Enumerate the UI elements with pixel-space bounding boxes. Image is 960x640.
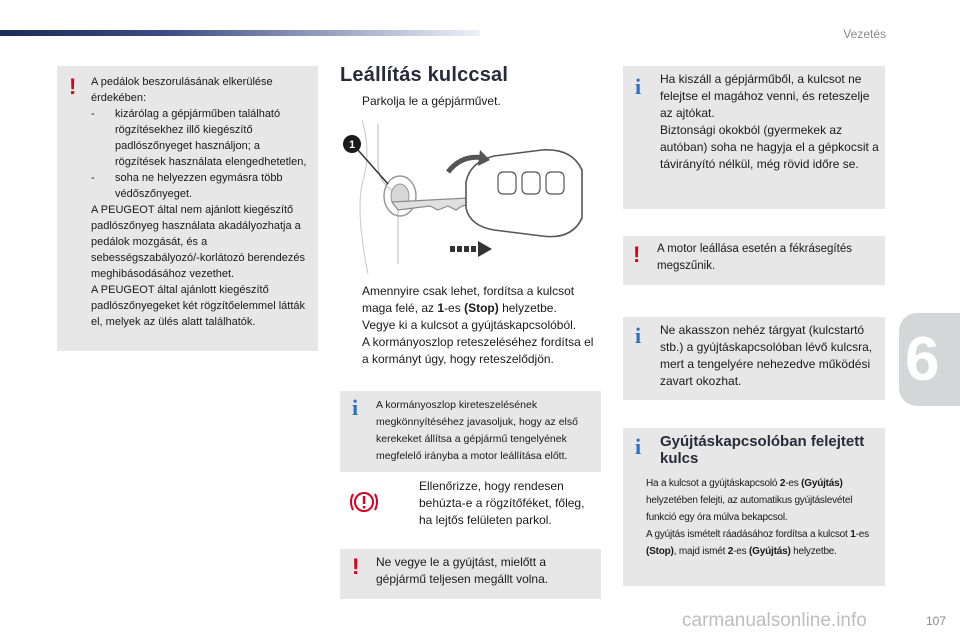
text-part: helyzetbe.	[790, 546, 837, 557]
step-park	[340, 93, 602, 110]
text-part: (Gyújtás)	[801, 478, 843, 489]
warning-icon: !	[352, 554, 360, 579]
info-icon: i	[635, 323, 642, 348]
step-remove-key	[340, 317, 602, 334]
pull-out-arrow	[450, 241, 492, 257]
key-button	[546, 172, 564, 194]
keyring-info-box	[623, 317, 885, 400]
step-text-part: helyzetbe.	[498, 301, 557, 315]
parking-brake-icon	[349, 487, 379, 517]
brake-assist-warning-box	[623, 236, 885, 285]
key-in-ignition-illustration	[338, 114, 600, 274]
info-icon: i	[352, 395, 359, 420]
list-item	[91, 170, 313, 202]
step-text-part: 1	[437, 301, 445, 315]
step-text: Vegye ki a kulcsot a gyújtáskapcsolóból.	[362, 318, 577, 332]
step-text: Ellenőrizze, hogy rendesen behúzta-e a rögzítőféket, főleg, ha lejtős felületen parkol.	[419, 479, 585, 527]
list-item-text: kizárólag a gépjárműben található rögzítésekhez illő kiegészítő padlószőnyeget használjon; a rögzítések használata elengedhetetlen,	[115, 108, 307, 168]
text-part: helyzetében felejti, az automatikus gyújtáslevétel funkció egy óra múlva bekapcsol.	[646, 495, 853, 523]
text-part: -es	[733, 546, 750, 557]
page-number: 107	[925, 614, 946, 628]
list-dash: -	[91, 108, 95, 120]
arrow-dash	[464, 246, 469, 252]
section-title: Leállítás kulccsal	[340, 64, 509, 86]
text-part: (Gyújtás)	[749, 546, 791, 557]
pedal-warning-box	[57, 66, 318, 351]
pedal-warning-para2: A PEUGEOT által ajánlott kiegészítő padlószőnyegeket két rögzítőelemmel látták el, melyek az ülés alatt találhatók.	[91, 284, 306, 328]
info-icon: i	[635, 74, 642, 99]
step-text-part: Amennyire csak lehet, fordítsa a kulcsot maga felé, az	[362, 284, 575, 315]
arrowhead	[478, 241, 492, 257]
warning-icon: !	[69, 74, 77, 99]
step-turn-key	[340, 283, 602, 317]
brake-bar	[363, 496, 365, 504]
text-part: 2	[779, 478, 786, 489]
brake-assist-text: A motor leállása esetén a fékrásegítés megszűnik.	[657, 243, 852, 272]
step-text: Parkolja le a gépjárművet.	[362, 94, 501, 108]
leave-vehicle-info-box	[623, 66, 885, 209]
step-text: A kormányoszlop reteszeléséhez fordítsa el a kormányt úgy, hogy reteszelődjön.	[362, 335, 594, 366]
brake-dot	[363, 506, 365, 508]
brake-arc	[375, 494, 377, 510]
pedal-warning-intro: A pedálok beszorulásának elkerülése érdekében:	[91, 76, 273, 104]
step-lock-steering	[340, 334, 602, 368]
step-text-part: -es	[444, 301, 465, 315]
header-gradient-bar	[0, 30, 480, 36]
text-part: -es	[855, 529, 869, 540]
text-part: 1	[850, 529, 856, 540]
leave-vehicle-text: Ha kiszáll a gépjárműből, a kulcsot ne felejtse el magához venni, és reteszelje az ajtókat. Biztonsági okokból (gyermekek az autóban) soha ne hagyja el a gépkocsit a távirányító nélkül, még rövid időre se.	[660, 72, 879, 171]
key-button	[498, 172, 516, 194]
keyring-info-text: Ne akasszon nehéz tárgyat (kulcstartó stb.) a gyújtáskapcsolóban lévő kulcsra, mert a tengelyére nehezedve működési zavart okozhat.	[660, 323, 873, 388]
list-dash: -	[91, 172, 95, 184]
text-part: -es	[785, 478, 802, 489]
list-item-text: soha ne helyezzen egymásra több védőszőnyeget.	[115, 172, 283, 200]
arrow-dash	[457, 246, 462, 252]
steering-info-box	[340, 391, 601, 472]
list-item	[91, 106, 313, 170]
chapter-number: 6	[905, 325, 940, 394]
forgotten-key-text	[646, 475, 882, 560]
text-part: , majd ismét	[673, 546, 728, 557]
info-icon: i	[635, 434, 642, 459]
forgotten-key-info-box	[623, 428, 885, 586]
text-part: A gyújtás ismételt ráadásához fordítsa a kulcsot	[646, 529, 851, 540]
steering-info-text: A kormányoszlop kireteszelésének megkönnyítéséhez javasoljuk, hogy az első kerekeket állítsa a gépjármű tengelyének megfelelő irányba a motor leállítása előtt.	[376, 399, 578, 462]
ignition-warning-text: Ne vegye le a gyújtást, mielőtt a gépjármű teljesen megállt volna.	[376, 555, 549, 586]
step-check-brake	[397, 478, 601, 529]
step-text	[340, 283, 602, 317]
text-part: (Stop)	[646, 546, 674, 557]
chapter-title: Vezetés	[843, 27, 886, 41]
arrow-dash	[471, 246, 476, 252]
arrow-dash	[450, 246, 455, 252]
figure-pointer-line	[358, 150, 388, 184]
figure-marker-label: 1	[348, 139, 356, 151]
watermark: carmanualsonline.info	[682, 610, 867, 631]
figure-line	[360, 120, 368, 274]
pedal-warning-text	[91, 74, 313, 330]
text-part: 2	[727, 546, 734, 557]
pedal-warning-para1: A PEUGEOT által nem ajánlott kiegészítő padlószőnyeg használata akadályozhatja a pedálok mozgását, és a sebességszabályozó/-korlátozó berendezés meghibásodásához vezethet.	[91, 204, 306, 280]
warning-icon: !	[633, 242, 641, 267]
forgotten-key-title: Gyújtáskapcsolóban felejtett kulcs	[660, 433, 865, 467]
text-part: Ha a kulcsot a gyújtáskapcsoló	[646, 478, 780, 489]
step-text-part: (Stop)	[464, 301, 499, 315]
brake-arc	[351, 494, 353, 510]
ignition-warning-box	[340, 549, 601, 599]
key-button	[522, 172, 540, 194]
